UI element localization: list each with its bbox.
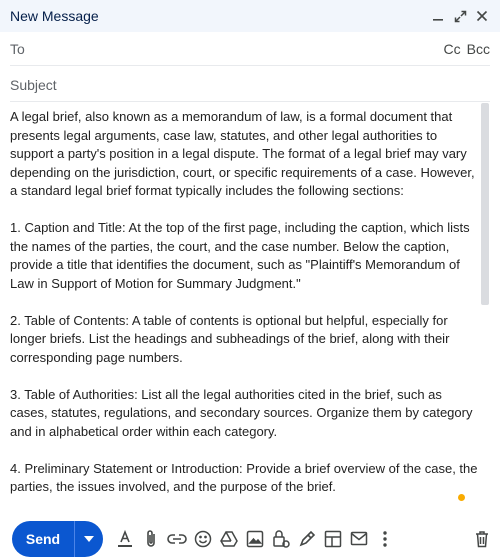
confidential-mode-icon[interactable] [271, 528, 291, 550]
body-paragraph: A legal brief, also known as a memorandum of law, is a formal document that presents legal arguments, case law, statutes, and other legal authorities to support a party's position in a legal dispute. The format of a legal brief may vary depending on the jurisdiction, court, or specific requirements of a case. However, a standard legal brief format typically includes the following sections: [10, 109, 475, 198]
attach-file-icon[interactable] [141, 528, 161, 550]
insert-link-icon[interactable] [167, 528, 187, 550]
body-paragraph: 3. Table of Authorities: List all the legal authorities cited in the brief, such as cases, statutes, regulations, and secondary sources. Organize them by category and in alphabetical order within each category. [10, 386, 473, 439]
body-paragraph: 2. Table of Contents: A table of contents is optional but helpful, especially for longer briefs. List the headings and subheadings of the brief, along with their corresponding page numbers. [10, 312, 450, 365]
window-controls [430, 8, 490, 24]
expand-icon[interactable] [452, 8, 468, 24]
compose-title-bar [0, 0, 500, 32]
cc-link[interactable]: Cc [443, 40, 461, 57]
send-button[interactable]: Send [25, 531, 61, 547]
close-icon[interactable] [474, 8, 490, 24]
grammar-suggestion-indicator[interactable] [458, 494, 465, 501]
insert-photo-icon[interactable] [245, 528, 265, 550]
signature-icon[interactable] [297, 528, 317, 550]
discard-draft-icon[interactable] [472, 528, 492, 550]
to-label: To [10, 40, 25, 57]
subject-field[interactable] [10, 68, 490, 102]
more-options-icon[interactable] [375, 528, 395, 550]
layouts-icon[interactable] [323, 528, 343, 550]
text-format-icon[interactable] [115, 528, 135, 550]
body-paragraph: 4. Preliminary Statement or Introduction: Provide a brief overview of the case, the parties, the issues involved, and the purpose of the brief. [10, 460, 478, 494]
cc-bcc-links [444, 41, 490, 57]
minimize-icon[interactable] [430, 8, 446, 24]
compose-toolbar [0, 518, 500, 560]
send-button-group [12, 521, 103, 557]
schedule-send-button[interactable] [75, 521, 103, 557]
caret-down-icon [84, 536, 94, 542]
formatting-tools [115, 528, 395, 550]
body-paragraph: 1. Caption and Title: At the top of the first page, including the caption, which lists the names of the parties, the court, and the case number. Below the caption, provide a title that identifies the document, such as "Plaintiff's Memorandum of Law in Support of Motion for Summary Judgment." [10, 220, 470, 291]
google-drive-icon[interactable] [219, 528, 239, 550]
bcc-link[interactable]: Bcc [466, 40, 490, 57]
message-body[interactable] [10, 108, 480, 514]
body-scrollbar-thumb[interactable] [481, 103, 489, 305]
subject-placeholder: Subject [10, 76, 57, 93]
templates-icon[interactable] [349, 528, 369, 550]
to-field[interactable] [10, 32, 490, 66]
emoji-icon[interactable] [193, 528, 213, 550]
compose-title: New Message [10, 8, 99, 24]
